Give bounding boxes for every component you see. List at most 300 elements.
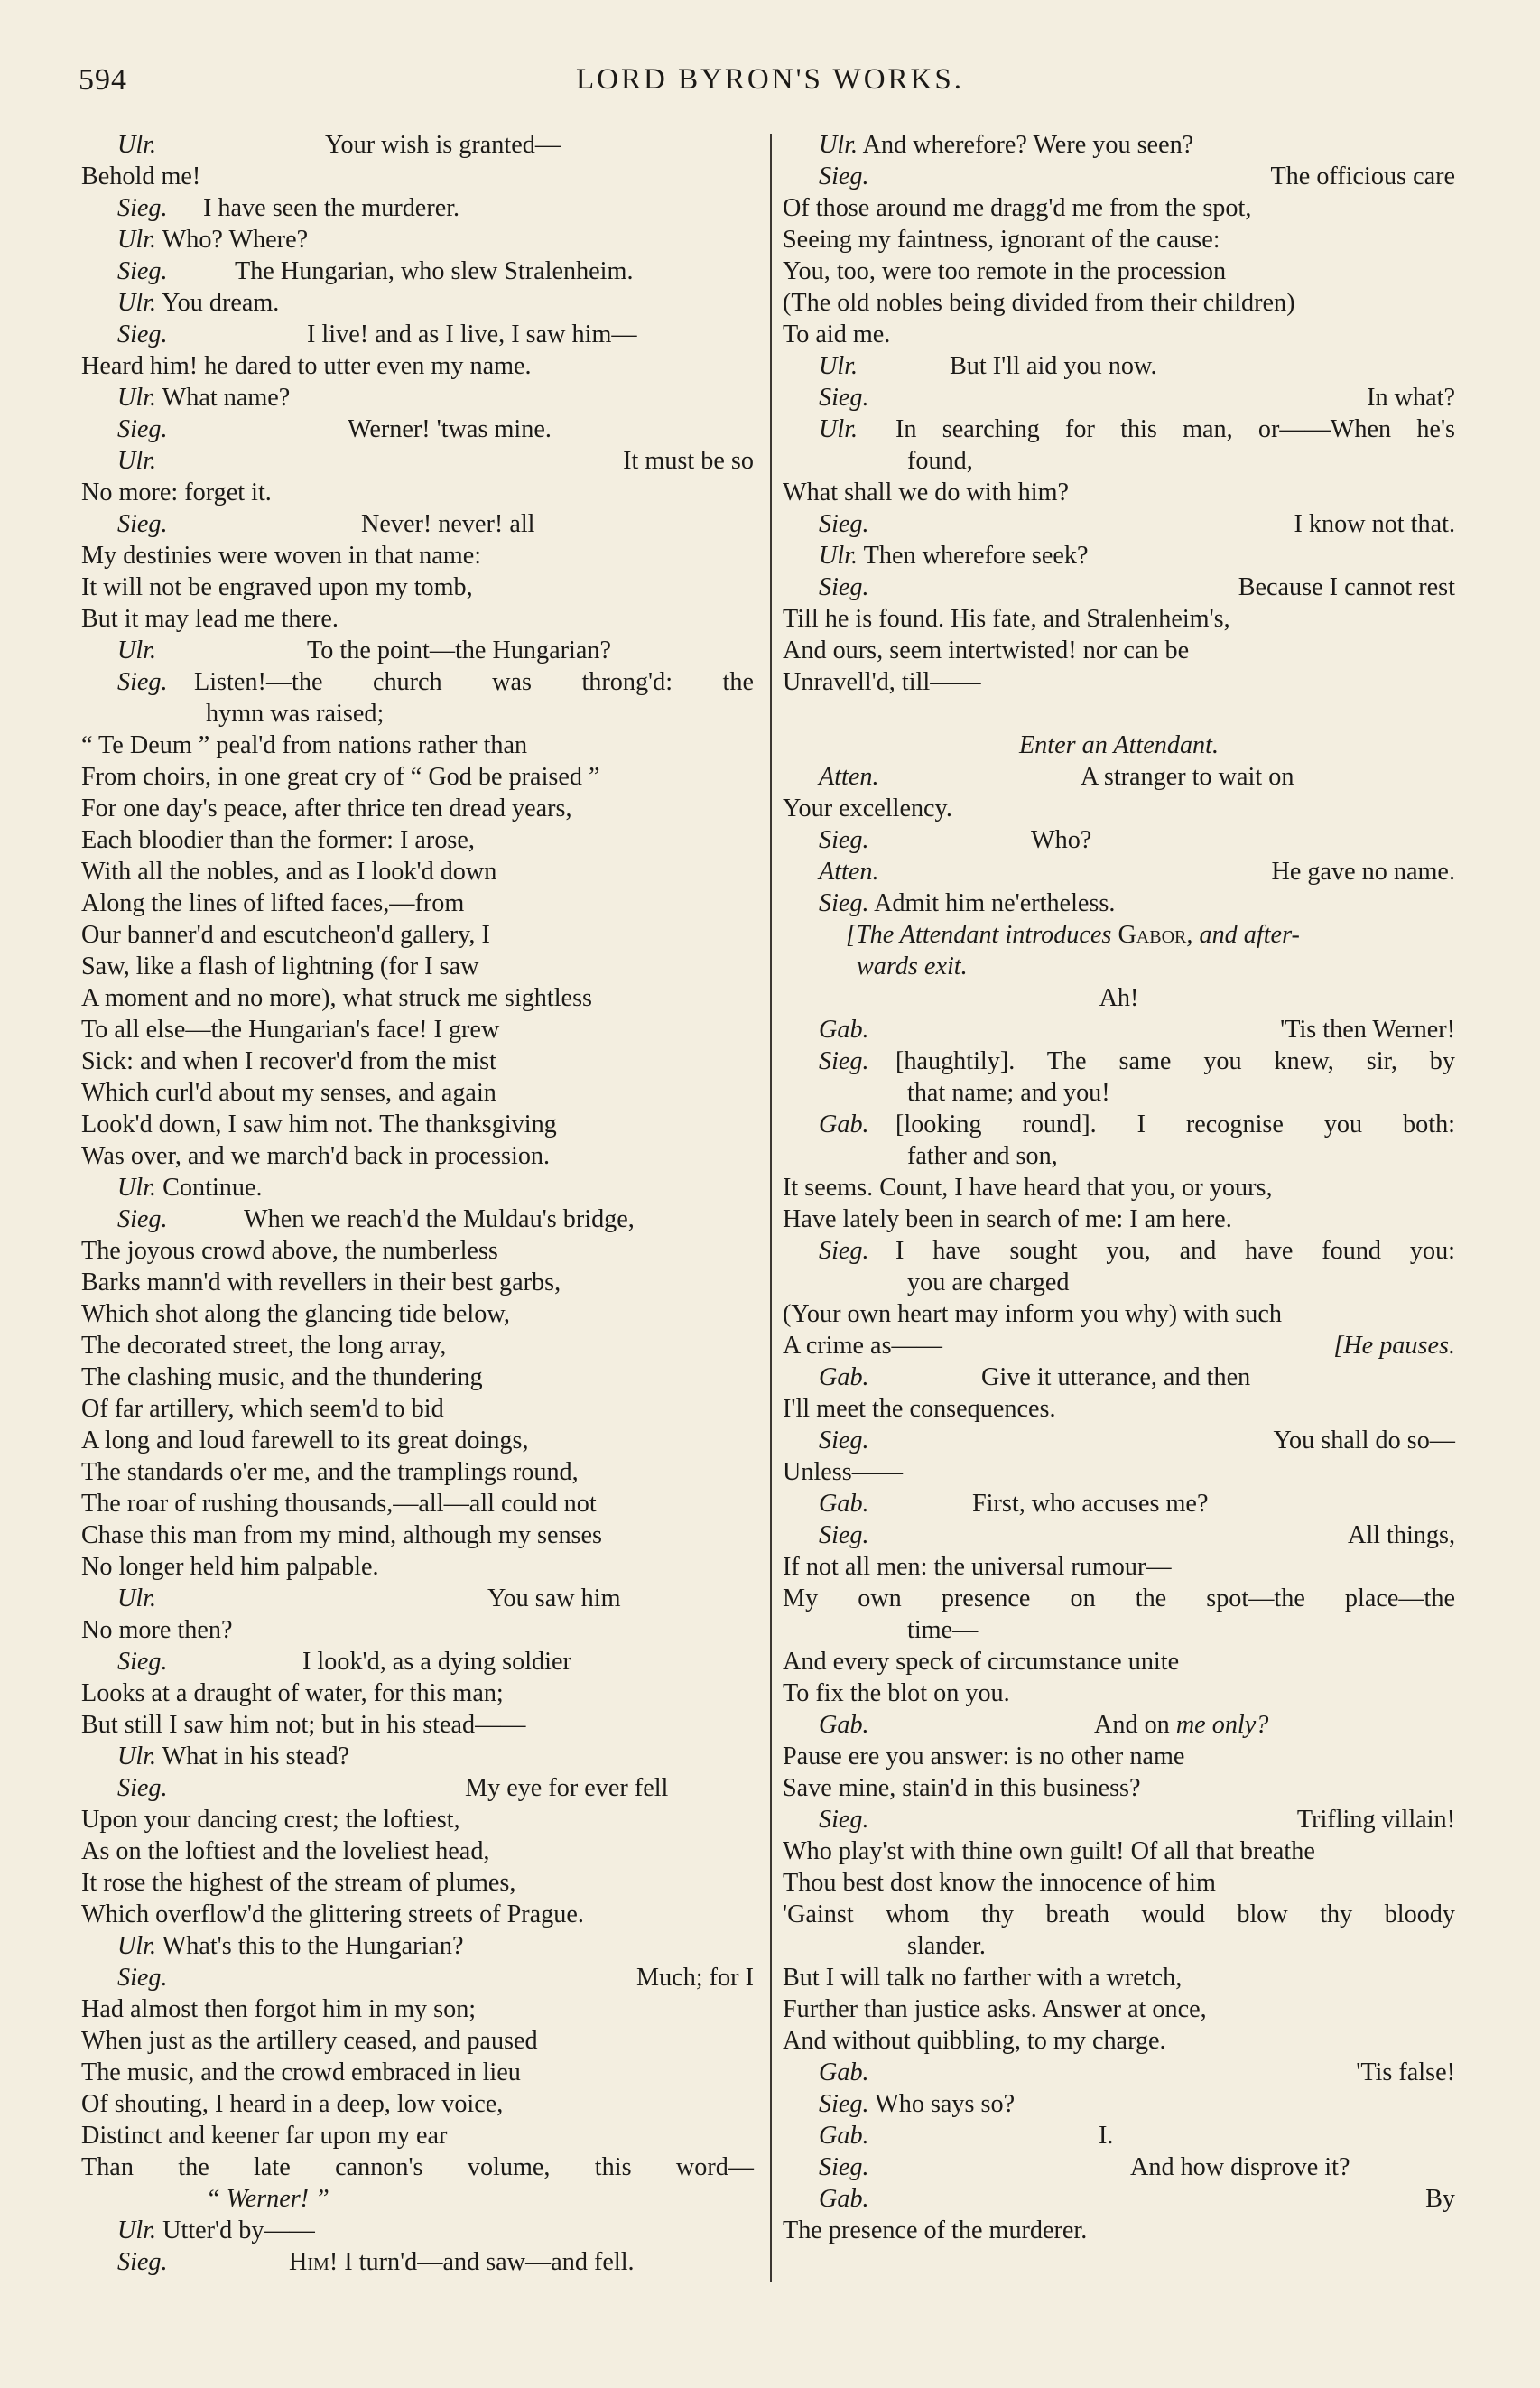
line-text: Than the late cannon's volume, this word— bbox=[81, 2153, 754, 2181]
verse-line bbox=[783, 1456, 1455, 1488]
speaker-name: Sieg. bbox=[819, 510, 869, 538]
verse-line bbox=[81, 824, 754, 856]
verse-line bbox=[81, 761, 754, 793]
line-text: My destinies were woven in that name: bbox=[81, 542, 482, 570]
line-text: From choirs, in one great cry of “ God be praised ” bbox=[81, 763, 600, 791]
line-text: I look'd, as a dying soldier bbox=[302, 1648, 571, 1676]
verse-line bbox=[783, 1330, 1455, 1361]
line-text: To all else—the Hungarian's face! I grew bbox=[81, 1016, 500, 1044]
running-title: LORD BYRON'S WORKS. bbox=[576, 63, 964, 96]
line-text: With all the nobles, and as I look'd down bbox=[81, 858, 497, 886]
line-text: Much; for I bbox=[636, 1964, 754, 1992]
verse-line bbox=[783, 603, 1455, 635]
line-text: I have seen the murderer. bbox=[203, 194, 460, 222]
verse-line bbox=[783, 2120, 1455, 2151]
speaker-name: Ulr. bbox=[117, 447, 157, 475]
verse-line bbox=[783, 1772, 1455, 1804]
line-text: Never! never! all bbox=[361, 510, 535, 538]
line-text: The standards o'er me, and the tramplings round, bbox=[81, 1458, 579, 1486]
verse-line bbox=[81, 413, 754, 445]
verse-line bbox=[81, 1235, 754, 1267]
line-text: Behold me! bbox=[81, 163, 201, 190]
verse-line bbox=[783, 1014, 1455, 1045]
speaker-name: Atten. bbox=[819, 763, 879, 791]
verse-line bbox=[81, 982, 754, 1014]
verse-line bbox=[81, 1835, 754, 1867]
line-text: It seems. Count, I have heard that you, or yours, bbox=[783, 1174, 1273, 1202]
verse-line bbox=[81, 1045, 754, 1077]
verse-line bbox=[783, 2183, 1455, 2215]
verse-line bbox=[783, 413, 1455, 445]
verse-line bbox=[783, 1140, 1455, 1172]
verse-line bbox=[81, 1425, 754, 1456]
verse-line bbox=[81, 1014, 754, 1045]
speaker-name: Sieg. bbox=[819, 573, 869, 601]
line-text: Of shouting, I heard in a deep, low voice, bbox=[81, 2090, 504, 2118]
verse-line bbox=[783, 477, 1455, 508]
speaker-name: Gab. bbox=[819, 2122, 869, 2150]
speaker-name: Ulr. bbox=[117, 289, 157, 317]
line-text: found, bbox=[907, 447, 973, 475]
verse-line bbox=[783, 919, 1455, 951]
line-text: Barks mann'd with revellers in their best garbs, bbox=[81, 1268, 561, 1296]
speaker-name: Sieg. bbox=[819, 384, 869, 412]
verse-line bbox=[783, 287, 1455, 319]
stage-direction: [The Attendant introduces bbox=[846, 921, 1118, 949]
verse-line bbox=[81, 540, 754, 571]
line-text: No more: forget it. bbox=[81, 479, 272, 506]
verse-line bbox=[81, 382, 754, 413]
verse-line bbox=[81, 1456, 754, 1488]
line-text: No more then? bbox=[81, 1616, 233, 1644]
verse-line bbox=[783, 1930, 1455, 1962]
line-text: Saw, like a flash of lightning (for I saw bbox=[81, 952, 479, 980]
verse-line bbox=[81, 1298, 754, 1330]
line-text: You dream. bbox=[156, 289, 280, 317]
verse-line bbox=[783, 1361, 1455, 1393]
verse-line bbox=[783, 1393, 1455, 1425]
verse-line bbox=[81, 2088, 754, 2120]
verse-line bbox=[81, 2215, 754, 2246]
speaker-name: Sieg. bbox=[819, 1237, 869, 1265]
line-text: Of far artillery, which seem'd to bid bbox=[81, 1395, 444, 1423]
line-text: Then wherefore seek? bbox=[858, 542, 1089, 570]
line-text: It must be so bbox=[623, 447, 754, 475]
verse-line bbox=[81, 1109, 754, 1140]
verse-line bbox=[783, 1045, 1455, 1077]
verse-line bbox=[783, 1646, 1455, 1677]
verse-line bbox=[81, 1930, 754, 1962]
line-text: A long and loud farewell to its great doings, bbox=[81, 1426, 529, 1454]
line-text: It will not be engraved upon my tomb, bbox=[81, 573, 473, 601]
line-text: Of those around me dragg'd me from the spot, bbox=[783, 194, 1252, 222]
verse-line bbox=[81, 1646, 754, 1677]
emphasis-word: me only? bbox=[1175, 1711, 1269, 1739]
verse-line bbox=[81, 1330, 754, 1361]
line-text: For one day's peace, after thrice ten dread years, bbox=[81, 794, 572, 822]
line-text: The music, and the crowd embraced in lieu bbox=[81, 2058, 521, 2086]
verse-line bbox=[81, 1393, 754, 1425]
verse-line bbox=[783, 982, 1455, 1014]
speaker-name: Sieg. bbox=[819, 1806, 869, 1834]
line-text: you are charged bbox=[907, 1268, 1070, 1296]
verse-line bbox=[783, 1993, 1455, 2025]
verse-line bbox=[81, 1140, 754, 1172]
verse-line bbox=[81, 192, 754, 224]
verse-line bbox=[81, 1772, 754, 1804]
verse-line bbox=[783, 1203, 1455, 1235]
line-text: The Hungarian, who slew Stralenheim. bbox=[235, 257, 634, 285]
line-text: 'Tis then Werner! bbox=[1280, 1016, 1455, 1044]
verse-line bbox=[81, 856, 754, 887]
verse-line bbox=[81, 793, 754, 824]
verse-line bbox=[783, 540, 1455, 571]
speaker-name: Sieg. bbox=[819, 163, 869, 190]
line-text: slander. bbox=[907, 1932, 986, 1960]
speaker-name: Sieg. bbox=[117, 2248, 168, 2276]
verse-line bbox=[81, 1361, 754, 1393]
stage-direction: Enter an Attendant. bbox=[1018, 731, 1220, 759]
speaker-name: Ulr. bbox=[117, 1932, 157, 1960]
line-text: 'Gainst whom thy breath would blow thy bloody bbox=[783, 1900, 1455, 1928]
verse-line bbox=[81, 666, 754, 698]
line-text: But it may lead me there. bbox=[81, 605, 339, 633]
line-text: The clashing music, and the thundering bbox=[81, 1363, 483, 1391]
line-text: Your wish is granted— bbox=[325, 131, 561, 159]
line-text: And how disprove it? bbox=[1130, 2153, 1350, 2181]
verse-line bbox=[81, 1993, 754, 2025]
speaker-name: Ulr. bbox=[819, 415, 858, 443]
verse-line bbox=[81, 224, 754, 256]
speaker-name: Gab. bbox=[819, 1490, 869, 1518]
line-text: I have sought you, and have found you: bbox=[895, 1237, 1455, 1265]
line-text: I'll meet the consequences. bbox=[783, 1395, 1056, 1423]
verse-line bbox=[783, 256, 1455, 287]
verse-line bbox=[81, 1519, 754, 1551]
verse-line bbox=[81, 1614, 754, 1646]
blank-line bbox=[783, 698, 1455, 729]
line-text: [haughtily]. The same you knew, sir, by bbox=[895, 1047, 1455, 1075]
verse-line bbox=[81, 1077, 754, 1109]
speaker-name: Sieg. bbox=[819, 1426, 869, 1454]
line-text: Had almost then forgot him in my son; bbox=[81, 1995, 477, 2023]
stage-direction: , and after- bbox=[1186, 921, 1300, 949]
line-text: Who says so? bbox=[868, 2090, 1016, 2118]
line-text: Was over, and we march'd back in procession. bbox=[81, 1142, 551, 1170]
speaker-name: Sieg. bbox=[117, 1648, 168, 1676]
verse-line bbox=[783, 2057, 1455, 2088]
verse-line bbox=[81, 951, 754, 982]
line-text: And wherefore? Were you seen? bbox=[858, 131, 1194, 159]
verse-line bbox=[81, 1867, 754, 1899]
line-text: Till he is found. His fate, and Stralenheim's, bbox=[783, 605, 1230, 633]
verse-line bbox=[81, 1899, 754, 1930]
verse-line bbox=[783, 1583, 1455, 1614]
stage-direction: [He pauses. bbox=[1333, 1332, 1455, 1360]
line-text: What shall we do with him? bbox=[783, 479, 1070, 506]
speaker-name: Ulr. bbox=[117, 1742, 157, 1770]
line-text: Unravell'd, till—— bbox=[783, 668, 981, 696]
line-text: To aid me. bbox=[783, 321, 891, 348]
verse-line bbox=[783, 1488, 1455, 1519]
speaker-name: Gab. bbox=[819, 2185, 869, 2213]
line-text: If not all men: the universal rumour— bbox=[783, 1553, 1172, 1581]
verse-line bbox=[783, 1077, 1455, 1109]
line-text: Which curl'd about my senses, and again bbox=[81, 1079, 496, 1107]
speaker-name: Ulr. bbox=[117, 636, 157, 664]
verse-line bbox=[783, 1741, 1455, 1772]
verse-line bbox=[783, 1867, 1455, 1899]
verse-line bbox=[783, 887, 1455, 919]
verse-line bbox=[81, 1804, 754, 1835]
speaker-name: Sieg. bbox=[819, 826, 869, 854]
verse-line bbox=[783, 1551, 1455, 1583]
line-text: Have lately been in search of me: I am here. bbox=[783, 1205, 1232, 1233]
stage-direction: wards exit. bbox=[857, 952, 968, 980]
line-text: Give it utterance, and then bbox=[981, 1363, 1251, 1391]
line-text: First, who accuses me? bbox=[972, 1490, 1209, 1518]
line-text: But still I saw him not; but in his stead—— bbox=[81, 1711, 526, 1739]
line-text: Thou best dost know the innocence of him bbox=[783, 1869, 1216, 1897]
speaker-name: Sieg. bbox=[117, 321, 168, 348]
verse-line bbox=[783, 571, 1455, 603]
line-text: Who? bbox=[1031, 826, 1092, 854]
verse-line bbox=[783, 508, 1455, 540]
character-name: Gabor bbox=[1118, 921, 1187, 949]
verse-line bbox=[783, 1709, 1455, 1741]
verse-line bbox=[81, 1488, 754, 1519]
speaker-name: Sieg. bbox=[819, 889, 869, 917]
line-text: Chase this man from my mind, although my senses bbox=[81, 1521, 603, 1549]
line-text: You saw him bbox=[487, 1584, 621, 1612]
line-text: But I'll aid you now. bbox=[950, 352, 1157, 380]
verse-line bbox=[783, 761, 1455, 793]
verse-line bbox=[81, 350, 754, 382]
verse-line bbox=[783, 445, 1455, 477]
line-text: But I will talk no farther with a wretch, bbox=[783, 1964, 1183, 1992]
verse-line bbox=[783, 635, 1455, 666]
verse-line bbox=[81, 319, 754, 350]
verse-line bbox=[81, 287, 754, 319]
line-text: Pause ere you answer: is no other name bbox=[783, 1742, 1185, 1770]
verse-line bbox=[783, 1519, 1455, 1551]
verse-line bbox=[81, 508, 754, 540]
verse-line bbox=[783, 224, 1455, 256]
line-text: You, too, were too remote in the procession bbox=[783, 257, 1227, 285]
verse-line bbox=[81, 2120, 754, 2151]
line-text: To the point—the Hungarian? bbox=[307, 636, 611, 664]
speaker-name: Gab. bbox=[819, 1016, 869, 1044]
speaker-name: Sieg. bbox=[117, 1964, 168, 1992]
verse-line bbox=[81, 2025, 754, 2057]
speaker-name: Sieg. bbox=[117, 194, 168, 222]
line-text: Utter'd by—— bbox=[156, 2216, 315, 2244]
line-text: By bbox=[1425, 2185, 1455, 2213]
verse-line bbox=[81, 256, 754, 287]
right-column bbox=[783, 129, 1455, 2246]
line-text: A stranger to wait on bbox=[1081, 763, 1294, 791]
verse-line bbox=[81, 161, 754, 192]
line-text: The joyous crowd above, the numberless bbox=[81, 1237, 498, 1265]
verse-line bbox=[783, 350, 1455, 382]
verse-line bbox=[81, 1172, 754, 1203]
verse-line bbox=[81, 445, 754, 477]
line-text: When just as the artillery ceased, and paused bbox=[81, 2027, 538, 2055]
line-text: Save mine, stain'd in this business? bbox=[783, 1774, 1141, 1802]
verse-line bbox=[783, 1677, 1455, 1709]
line-text: Your excellency. bbox=[783, 794, 952, 822]
line-text: Along the lines of lifted faces,—from bbox=[81, 889, 465, 917]
speaker-name: Ulr. bbox=[117, 1174, 157, 1202]
verse-line bbox=[81, 1551, 754, 1583]
page-header bbox=[0, 63, 1540, 108]
line-text: hymn was raised; bbox=[206, 700, 385, 728]
verse-line bbox=[81, 2183, 754, 2215]
verse-line bbox=[81, 919, 754, 951]
verse-line bbox=[783, 382, 1455, 413]
line-text: A moment and no more), what struck me sightless bbox=[81, 984, 593, 1012]
line-text: I. bbox=[1099, 2122, 1114, 2150]
verse-line bbox=[783, 1899, 1455, 1930]
line-text: [looking round]. I recognise you both: bbox=[895, 1110, 1455, 1138]
verse-line bbox=[783, 1614, 1455, 1646]
verse-line bbox=[783, 729, 1455, 761]
line-text: I know not that. bbox=[1294, 510, 1455, 538]
speaker-name: Sieg. bbox=[819, 2153, 869, 2181]
verse-line bbox=[783, 1804, 1455, 1835]
speaker-name: Sieg. bbox=[117, 1205, 168, 1233]
line-text: And without quibbling, to my charge. bbox=[783, 2027, 1166, 2055]
verse-line bbox=[81, 729, 754, 761]
verse-line bbox=[783, 1835, 1455, 1867]
line-text: The officious care bbox=[1270, 163, 1455, 190]
verse-line bbox=[81, 698, 754, 729]
verse-line bbox=[783, 2088, 1455, 2120]
line-text: The decorated street, the long array, bbox=[81, 1332, 447, 1360]
verse-line bbox=[81, 1583, 754, 1614]
line-text: When we reach'd the Muldau's bridge, bbox=[244, 1205, 635, 1233]
line-text: Upon your dancing crest; the loftiest, bbox=[81, 1806, 460, 1834]
line-text: time— bbox=[907, 1616, 979, 1644]
verse-line bbox=[783, 2151, 1455, 2183]
verse-line bbox=[81, 887, 754, 919]
verse-line bbox=[783, 951, 1455, 982]
line-text: Heard him! he dared to utter even my name. bbox=[81, 352, 532, 380]
verse-line bbox=[783, 824, 1455, 856]
line-text: Distinct and keener far upon my ear bbox=[81, 2122, 448, 2150]
verse-line bbox=[81, 1709, 754, 1741]
verse-line bbox=[783, 666, 1455, 698]
verse-line bbox=[783, 1962, 1455, 1993]
verse-line bbox=[783, 1425, 1455, 1456]
verse-line bbox=[783, 1235, 1455, 1267]
verse-line bbox=[783, 319, 1455, 350]
line-text: Admit him ne'ertheless. bbox=[868, 889, 1116, 917]
line-text: Because I cannot rest bbox=[1238, 573, 1455, 601]
line-text: All things, bbox=[1347, 1521, 1455, 1549]
line-text: You shall do so— bbox=[1273, 1426, 1455, 1454]
speaker-name: Sieg. bbox=[819, 1047, 869, 1075]
line-text: Look'd down, I saw him not. The thanksgiving bbox=[81, 1110, 557, 1138]
emphasis-word: Him bbox=[289, 2248, 329, 2276]
line-text: The roar of rushing thousands,—all—all could not bbox=[81, 1490, 597, 1518]
line-text: A crime as—— bbox=[783, 1332, 942, 1360]
line-text: My eye for ever fell bbox=[465, 1774, 669, 1802]
line-text: I live! and as I live, I saw him— bbox=[307, 321, 637, 348]
speaker-name: Sieg. bbox=[117, 510, 168, 538]
line-text: Listen!—the church was throng'd: the bbox=[194, 668, 754, 696]
line-text: Ah! bbox=[1099, 984, 1139, 1012]
line-text: Further than justice asks. Answer at once, bbox=[783, 1995, 1207, 2023]
page-number: 594 bbox=[79, 63, 127, 97]
verse-line bbox=[81, 129, 754, 161]
speaker-name: Gab. bbox=[819, 1110, 869, 1138]
verse-line bbox=[783, 161, 1455, 192]
line-text: The presence of the murderer. bbox=[783, 2216, 1088, 2244]
speaker-name: Ulr. bbox=[819, 352, 858, 380]
verse-line bbox=[783, 1267, 1455, 1298]
line-text: He gave no name. bbox=[1271, 858, 1455, 886]
line-text: Which overflow'd the glittering streets of Prague. bbox=[81, 1900, 584, 1928]
speaker-name: Sieg. bbox=[117, 257, 168, 285]
verse-line bbox=[81, 1741, 754, 1772]
verse-line bbox=[783, 1109, 1455, 1140]
line-text: Which shot along the glancing tide below, bbox=[81, 1300, 510, 1328]
speaker-name: Ulr. bbox=[819, 542, 858, 570]
line-text: Each bloodier than the former: I arose, bbox=[81, 826, 475, 854]
speaker-name: Sieg. bbox=[117, 668, 168, 696]
speaker-name: Ulr. bbox=[117, 384, 157, 412]
line-text: 'Tis false! bbox=[1356, 2058, 1455, 2086]
speaker-name: Sieg. bbox=[117, 415, 168, 443]
speaker-name: Gab. bbox=[819, 1363, 869, 1391]
speaker-name: Sieg. bbox=[819, 1521, 869, 1549]
line-text: And ours, seem intertwisted! nor can be bbox=[783, 636, 1190, 664]
line-text: And every speck of circumstance unite bbox=[783, 1648, 1180, 1676]
line-text: In what? bbox=[1367, 384, 1455, 412]
verse-line bbox=[81, 1962, 754, 1993]
line-text: that name; and you! bbox=[907, 1079, 1110, 1107]
line-text: And on me only? bbox=[1094, 1711, 1269, 1739]
line-text: Seeing my faintness, ignorant of the cause: bbox=[783, 226, 1220, 254]
verse-line bbox=[81, 603, 754, 635]
line-text: Our banner'd and escutcheon'd gallery, I bbox=[81, 921, 490, 949]
line-text: Sick: and when I recover'd from the mist bbox=[81, 1047, 496, 1075]
line-text: “ Werner! ” bbox=[206, 2185, 329, 2213]
speaker-name: Gab. bbox=[819, 2058, 869, 2086]
column-divider bbox=[770, 134, 772, 2282]
verse-line bbox=[783, 1172, 1455, 1203]
speaker-name: Ulr. bbox=[117, 131, 157, 159]
verse-line bbox=[81, 571, 754, 603]
line-text: (Your own heart may inform you why) with such bbox=[783, 1300, 1282, 1328]
line-text: Unless—— bbox=[783, 1458, 904, 1486]
line-text: In searching for this man, or——When he's bbox=[895, 415, 1455, 443]
verse-line bbox=[783, 793, 1455, 824]
speaker-name: Ulr. bbox=[117, 2216, 157, 2244]
verse-line bbox=[81, 1267, 754, 1298]
speaker-name: Atten. bbox=[819, 858, 879, 886]
line-text: Continue. bbox=[156, 1174, 263, 1202]
line-text: Him! I turn'd—and saw—and fell. bbox=[289, 2248, 635, 2276]
speaker-name: Ulr. bbox=[117, 1584, 157, 1612]
line-text: No longer held him palpable. bbox=[81, 1553, 379, 1581]
line-text: What in his stead? bbox=[156, 1742, 350, 1770]
verse-line bbox=[81, 1677, 754, 1709]
verse-line bbox=[81, 2057, 754, 2088]
line-text: To fix the blot on you. bbox=[783, 1679, 1010, 1707]
line-text: (The old nobles being divided from their children) bbox=[783, 289, 1295, 317]
